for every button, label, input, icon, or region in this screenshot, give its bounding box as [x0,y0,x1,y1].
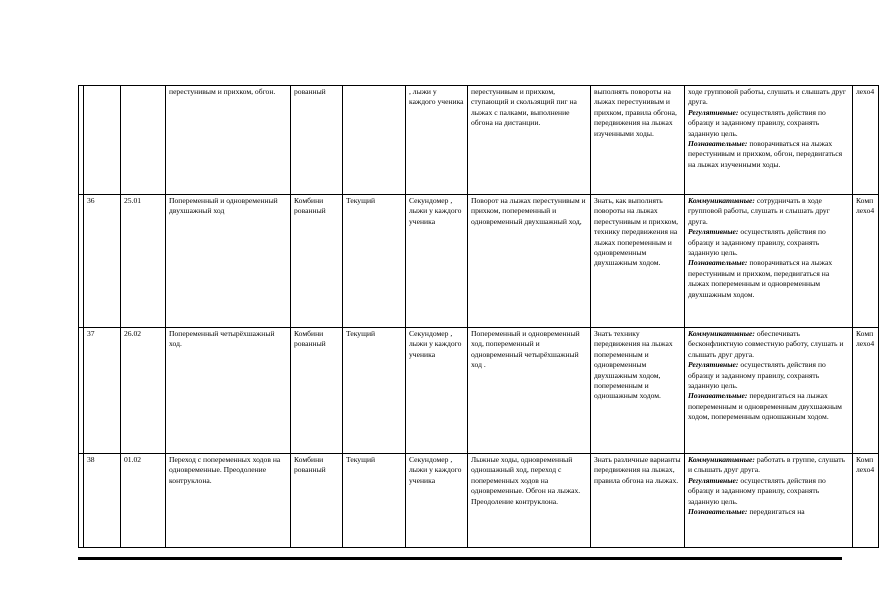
extra-cell: Комп лехо4 [853,195,879,328]
table-row [79,195,879,328]
lesson-plan-table [78,85,879,548]
table-row [79,86,879,195]
uud-cell [685,454,853,548]
uud-label: Коммуникативные: [688,329,755,338]
uud-label: Регулятивные: [688,360,739,370]
lesson-plan-sheet [78,85,875,561]
topic-cell: Переход с попеременных ходов на одновременные. Преодоление контруклона. [166,454,291,548]
uud-label: Познавательные: [688,258,748,268]
uud-text: поворачиваться на лыжах перестунивым и прихком, обгон, передвигаться на лыжах изученными ходы. [688,139,843,169]
uud-label: Регулятивные: [688,475,739,485]
topic-cell: Попеременный четырёхшажный ход. [166,328,291,454]
uud-label: Познавательные: [688,507,748,517]
uud-text: осуществлять действия по образцу и заданному правилу, сохранять заданную цель. [688,360,826,391]
uud-text: поворачиваться на лыжах перестунивым и прихком, передвигаться на лыжах попеременным и одновременным двухшажным ходом. [688,258,833,299]
table-row [79,454,879,548]
uud-text: работать в группе, слушать и слышать друг друга. [688,455,845,475]
uud-text: передвигаться на лыжах попеременным и одновременным двухшажным ходом, попеременным одношажным ходом. [688,391,842,422]
topic-cell: Попеременный и одновременный двухшажный ход [166,195,291,328]
content-cell: перестунивым и прихком, ступающий и скользящий пиг на лыжах с палками, выполнение обгона на дистанции. [468,86,591,195]
control-type-cell [343,86,406,195]
result-cell: выполнять повороты на лыжах перестунивым и прихком, правила обгона, передвижения на лыжах изученными ходы. [591,86,685,195]
result-cell: Знать различные варианты передвижения на лыжах, правила обгона на лыжах. [591,454,685,548]
control-type-cell: Текущий [343,328,406,454]
uud-cell [685,328,853,454]
extra-cell: Комп лехо4 [853,328,879,454]
uud-cell [685,195,853,328]
uud-label: Познавательные: [688,391,748,401]
content-cell: Лыжные ходы, одновременный одношажный ход, переход с попеременных ходов на одновременные. Обгон на лыжах. Преодоление контруклона. [468,454,591,548]
uud-cell [685,86,853,195]
uud-text: осуществлять действия по образцу и заданному правилу, сохранять заданную цель. [688,107,826,138]
date-cell: 26.02 [121,328,166,454]
extra-cell: Комп лехо4 [853,454,879,548]
equipment-cell: Секундомер , лыжи у каждого ученика [406,328,468,454]
content-cell: Попеременный и одновременный ход, попеременный и одновременный четырёхшажный ход . [468,328,591,454]
result-cell: Знать технику передвижения на лыжах попеременным и одновременным двухшажным ходом, попеременным и одношажным ходом. [591,328,685,454]
table-row [79,328,879,454]
uud-label: Коммуникативные: [688,196,755,205]
date-cell: 25.01 [121,195,166,328]
uud-label: Регулятивные: [688,107,739,117]
date-cell: 01.02 [121,454,166,548]
uud-text: осуществлять действия по образцу и заданному правилу, сохранять заданную цель. [688,227,826,258]
uud-text: ходе групповой работы, слушать и слышать друг друга. [688,87,847,107]
uud-label: Познавательные: [688,139,748,149]
control-type-cell: Текущий [343,454,406,548]
uud-text: обеспечивать бесконфликтную совместную работу, слушать и слышать друг друга. [688,329,844,359]
extra-cell: лехо4 [853,86,879,195]
content-cell: Поворот на лыжах перестунивым и прихком, попеременный и одновременный двухшажный ход, [468,195,591,328]
lesson-number-cell [84,86,121,195]
result-cell: Знать, как выполнять повороты на лыжах перестунивым и прихком, технику передвижения на лыжах попеременным и одновременным двухшажным ходом. [591,195,685,328]
uud-text: передвигаться на [747,507,805,517]
uud-label: Регулятивные: [688,227,739,237]
lesson-type-cell: Комбини рованный [291,195,343,328]
uud-label: Коммуникативные: [688,455,755,464]
lesson-number-cell: 37 [84,328,121,454]
topic-cell: перестунивым и прихком, обгон. [166,86,291,195]
table-bottom-border [78,557,842,560]
equipment-cell: Секундомер , лыжи у каждого ученика [406,195,468,328]
date-cell [121,86,166,195]
control-type-cell: Текущий [343,195,406,328]
equipment-cell: Секундомер , лыжи у каждого ученика [406,454,468,548]
lesson-type-cell: Комбини рованный [291,454,343,548]
uud-text: осуществлять действия по образцу и заданному правилу, сохранять заданную цель. [688,475,826,506]
equipment-cell: , лыжи у каждого ученика [406,86,468,195]
lesson-number-cell: 38 [84,454,121,548]
lesson-number-cell: 36 [84,195,121,328]
lesson-type-cell: рованный [291,86,343,195]
uud-text: сотрудничать в ходе групповой работы, слушать и слышать друг друга. [688,196,830,226]
lesson-type-cell: Комбини рованный [291,328,343,454]
